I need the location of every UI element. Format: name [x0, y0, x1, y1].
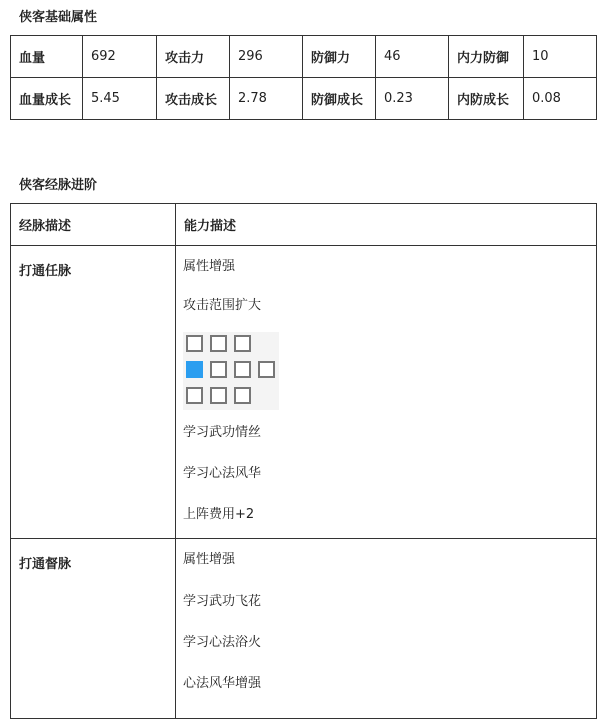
attr-label: 攻击力 [157, 36, 230, 78]
meridian-table [10, 203, 597, 719]
attr-label: 防御力 [303, 36, 376, 78]
attr-label: 内力防御 [449, 36, 524, 78]
attr-value: 0.08 [524, 78, 597, 120]
ability-list [176, 246, 597, 539]
attack-range-grid-icon [183, 332, 279, 410]
ability-item: 学习心法浴火 [183, 635, 262, 650]
attr-label: 攻击成长 [157, 78, 230, 120]
ability-item: 攻击范围扩大 [183, 298, 262, 313]
ability-item: 学习武功情丝 [183, 425, 262, 440]
table-row [11, 36, 597, 78]
table-row [11, 78, 597, 120]
meridian-name: 打通督脉 [11, 539, 176, 719]
ability-item: 属性增强 [183, 259, 236, 274]
ability-item: 学习心法风华 [183, 466, 262, 481]
attr-label: 血量 [11, 36, 83, 78]
section-title-meridians: 侠客经脉进阶 [19, 178, 98, 193]
meridian-name: 打通任脉 [11, 246, 176, 539]
attributes-table [10, 35, 597, 120]
attr-label: 内防成长 [449, 78, 524, 120]
attr-label: 血量成长 [11, 78, 83, 120]
attr-value: 296 [230, 36, 303, 78]
attr-value: 692 [83, 36, 157, 78]
table-header-row [11, 204, 597, 246]
table-row [11, 539, 597, 719]
attr-value: 0.23 [376, 78, 449, 120]
attr-value: 2.78 [230, 78, 303, 120]
ability-item: 心法风华增强 [183, 676, 262, 691]
ability-item: 上阵费用+2 [183, 507, 255, 522]
attr-label: 防御成长 [303, 78, 376, 120]
section-title-attributes: 侠客基础属性 [19, 10, 98, 25]
ability-item: 属性增强 [183, 552, 236, 567]
attr-value: 46 [376, 36, 449, 78]
ability-list [176, 539, 597, 719]
column-header-meridian: 经脉描述 [11, 204, 176, 246]
attr-value: 5.45 [83, 78, 157, 120]
table-row [11, 246, 597, 539]
ability-item: 学习武功飞花 [183, 594, 262, 609]
attr-value: 10 [524, 36, 597, 78]
column-header-ability: 能力描述 [176, 204, 597, 246]
